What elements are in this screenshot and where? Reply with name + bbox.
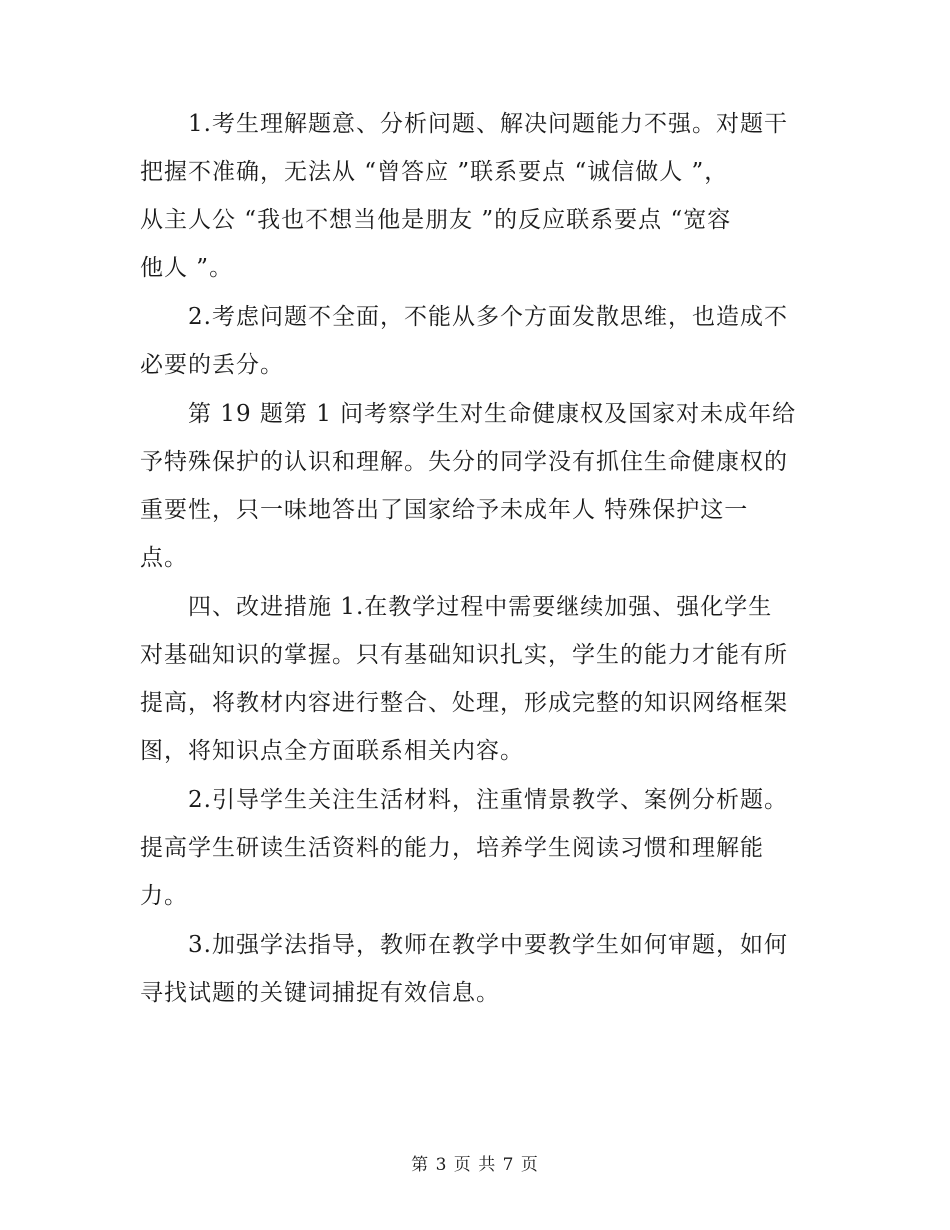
- text-line: 他人 ”。: [140, 255, 234, 281]
- paragraph-exam-analysis-1: [140, 100, 820, 292]
- text-line: 1.考生理解题意、分析问题、解决问题能力不强。对题干: [140, 111, 788, 137]
- paragraph-exam-analysis-2: [140, 293, 820, 389]
- text-line: 点。: [140, 545, 188, 571]
- text-line: 把握不准确，无法从 “曾答应 ”联系要点 “诚信做人 ”，: [140, 159, 729, 185]
- text-line: 必要的丢分。: [140, 352, 284, 378]
- text-line: 从主人公 “我也不想当他是朋友 ”的反应联系要点 “宽容: [140, 207, 732, 233]
- text-line: 2.引导学生关注生活材料，注重情景教学、案例分析题。: [140, 787, 788, 813]
- text-line: 对基础知识的掌握。只有基础知识扎实，学生的能力才能有所: [140, 642, 788, 668]
- text-line: 力。: [140, 883, 188, 909]
- text-line: 2.考虑问题不全面，不能从多个方面发散思维，也造成不: [140, 304, 788, 330]
- text-line: 3.加强学法指导，教师在教学中要教学生如何审题，如何: [140, 932, 788, 958]
- text-line: 图，将知识点全方面联系相关内容。: [140, 738, 524, 764]
- text-line: 四、改进措施 1.在教学过程中需要继续加强、强化学生: [140, 594, 773, 620]
- paragraph-improvement-1: [140, 583, 820, 775]
- text-line: 寻找试题的关键词捕捉有效信息。: [140, 980, 500, 1006]
- text-line: 提高，将教材内容进行整合、处理，形成完整的知识网络框架: [140, 690, 788, 716]
- paragraph-improvement-2: [140, 776, 820, 920]
- paragraph-question-19: [140, 390, 820, 582]
- page-number-footer: 第 3 页 共 7 页: [411, 1155, 539, 1175]
- paragraph-improvement-3: [140, 921, 820, 1017]
- text-line: 提高学生研读生活资料的能力，培养学生阅读习惯和理解能: [140, 835, 764, 861]
- text-line: 予特殊保护的认识和理解。失分的同学没有抓住生命健康权的: [140, 449, 788, 475]
- text-line: 重要性，只一味地答出了国家给予未成年人 特殊保护这一: [140, 497, 749, 523]
- text-line: 第 19 题第 1 问考察学生对生命健康权及国家对未成年给: [140, 401, 797, 427]
